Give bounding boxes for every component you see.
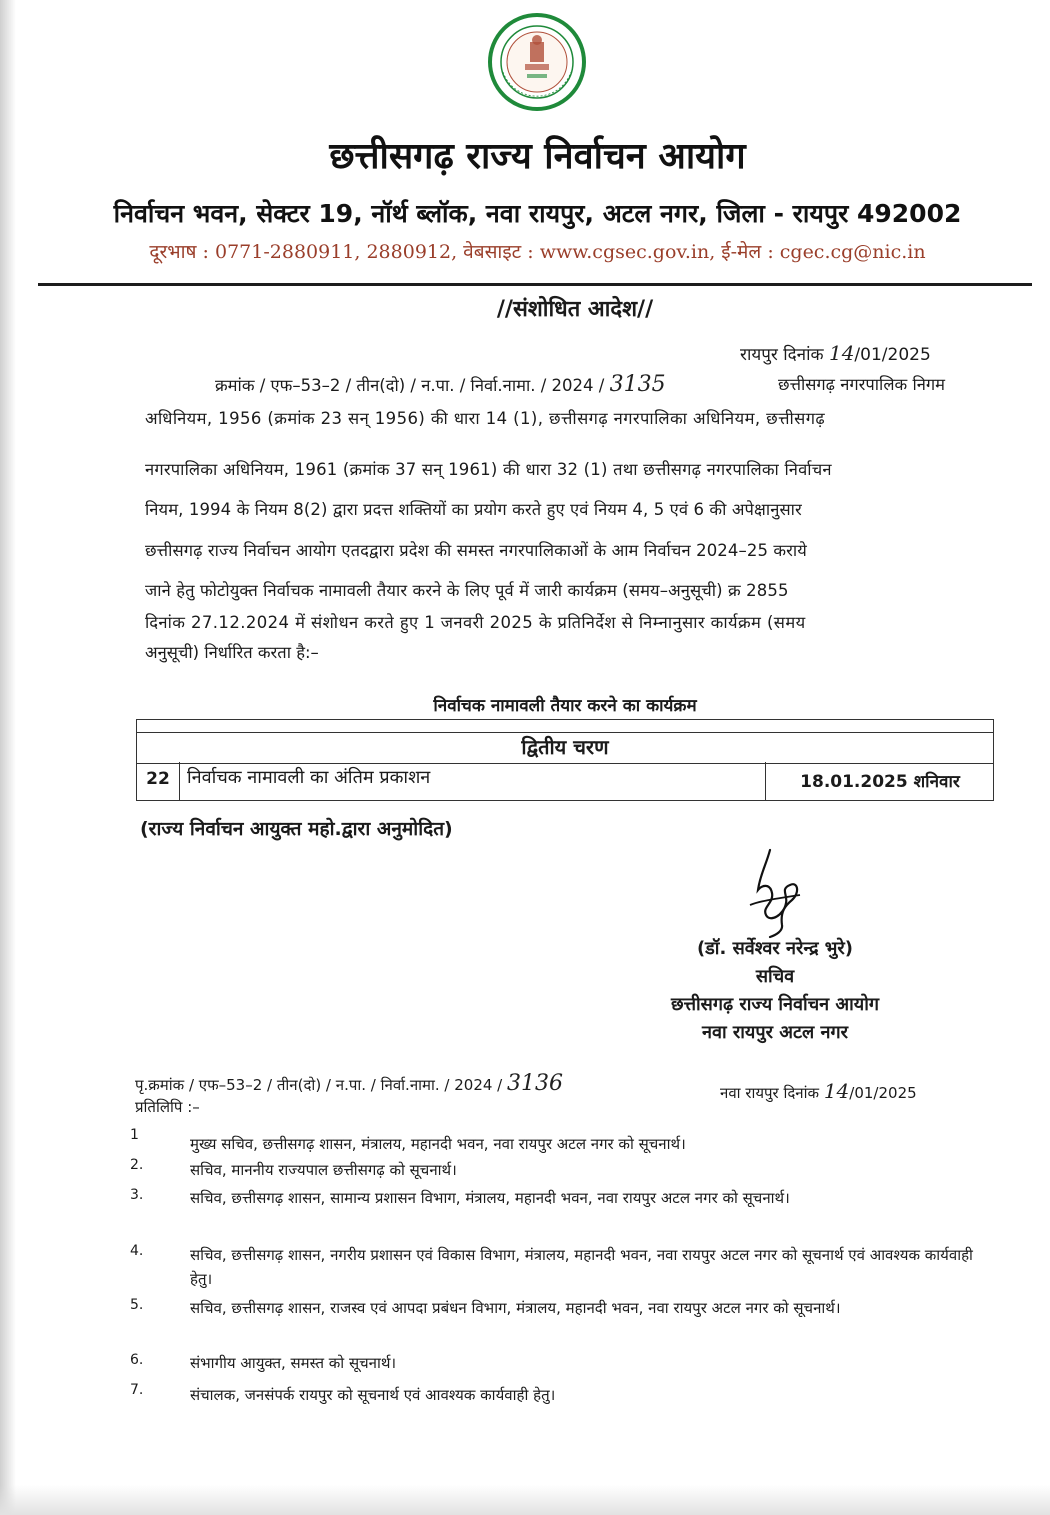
order-heading: //संशोधित आदेश// — [496, 297, 654, 322]
signatory-place: नवा रायपुर अटल नगर — [701, 1022, 849, 1043]
recipient-text: संभागीय आयुक्त, समस्त को सूचनार्थ। — [190, 1354, 397, 1372]
recipient-text: सचिव, माननीय राज्यपाल छत्तीसगढ़ को सूचनार्थ। — [190, 1161, 457, 1179]
recipient-number: 6. — [130, 1352, 144, 1368]
programme-row-number: 22 — [137, 762, 180, 800]
copy-number-line — [135, 1071, 563, 1096]
programme-phase-row — [137, 732, 993, 764]
commission-title: छत्तीसगढ़ राज्य निर्वाचन आयोग — [329, 136, 746, 177]
recipient-text: मुख्य सचिव, छत्तीसगढ़ शासन, मंत्रालय, महानदी भवन, नवा रायपुर अटल नगर को सूचनार्थ। — [190, 1135, 686, 1153]
copy-number: पृ.क्रमांक / एफ–53–2 / तीन(दो) / न.पा. / निर्वा.नामा. / 2024 / — [135, 1076, 503, 1094]
recipient-number: 1 — [130, 1127, 139, 1143]
recipient-number: 3. — [130, 1187, 144, 1203]
commission-seal-logo — [487, 12, 587, 112]
order-date-month-year: /01/2025 — [854, 345, 931, 365]
programme-row-date: 18.01.2025 शनिवार — [765, 762, 994, 800]
page-bottom-shadow — [0, 1485, 1050, 1515]
copy-date-handwritten-day: 14 — [823, 1079, 850, 1103]
para-line-7: दिनांक 27.12.2024 में संशोधन करते हुए 1 जनवरी 2025 के प्रतिनिर्देश से निम्नानुसार कार्यक्रम (समय — [145, 613, 806, 632]
programme-phase: द्वितीय चरण — [521, 735, 609, 759]
copy-number-handwritten: 3136 — [507, 1071, 564, 1096]
order-number-line — [215, 372, 1015, 397]
recipient-number: 2. — [130, 1157, 144, 1173]
signatory-designation: सचिव — [755, 966, 795, 987]
programme-row-event: निर्वाचक नामावली का अंतिम प्रकाशन — [187, 767, 431, 788]
signatory-name: (डॉ. सर्वेश्वर नरेन्द्र भुरे) — [696, 938, 854, 959]
signatory-block — [620, 935, 930, 1047]
order-date-label: रायपुर दिनांक — [740, 345, 824, 365]
commission-contact: दूरभाष : 0771-2880911, 2880912, वेबसाइट : www.cgsec.gov.in, ई-मेल : cgec.cg@nic.in — [149, 241, 926, 263]
order-date-handwritten-day: 14 — [828, 341, 855, 365]
copy-date — [720, 1079, 917, 1103]
para-line-3: नगरपालिका अधिनियम, 1961 (क्रमांक 37 सन् 1961) की धारा 32 (1) तथा छत्तीसगढ़ नगरपालिका निर्वाचन — [145, 460, 832, 479]
para-line-8: अनुसूची) निर्धारित करता है:– — [145, 643, 319, 662]
recipient-number: 5. — [130, 1297, 144, 1313]
approval-note: (राज्य निर्वाचन आयुक्त महो.द्वारा अनुमोदित) — [140, 818, 453, 840]
order-date — [740, 341, 931, 365]
para-line-6: जाने हेतु फोटोयुक्त निर्वाचक नामावली तैयार करने के लिए पूर्व में जारी कार्यक्रम (समय–अनुसूची) क्र 2855 — [145, 581, 789, 600]
recipient-text: सचिव, छत्तीसगढ़ शासन, राजस्व एवं आपदा प्रबंधन विभाग, मंत्रालय, महानदी भवन, नवा रायपुर अटल नगर को सूचनार्थ। — [190, 1299, 841, 1317]
order-number: क्रमांक / एफ–53–2 / तीन(दो) / न.पा. / निर्वा.नामा. / 2024 / — [215, 376, 605, 395]
programme-table — [136, 719, 994, 801]
copy-date-label: नवा रायपुर दिनांक — [720, 1084, 820, 1102]
para-line-2: अधिनियम, 1956 (क्रमांक 23 सन् 1956) की धारा 14 (1), छत्तीसगढ़ नगरपालिका अधिनियम, छत्तीसगढ़ — [145, 409, 826, 428]
recipient-text: सचिव, छत्तीसगढ़ शासन, नगरीय प्रशासन एवं विकास विभाग, मंत्रालय, महानदी भवन, नवा रायपुर अटल नगर को सूचनार्थ एवं आवश्यक कार्यवाही हेतु। — [190, 1246, 973, 1288]
commission-address: निर्वाचन भवन, सेक्टर 19, नॉर्थ ब्लॉक, नवा रायपुर, अटल नगर, जिला - रायपुर 492002 — [113, 199, 962, 228]
signatory-office: छत्तीसगढ़ राज्य निर्वाचन आयोग — [670, 994, 880, 1015]
para-line-5: छत्तीसगढ़ राज्य निर्वाचन आयोग एतदद्वारा प्रदेश की समस्त नगरपालिकाओं के आम निर्वाचन 2024–25 कराये — [145, 541, 807, 560]
handwritten-signature — [740, 845, 810, 940]
header-divider — [38, 283, 1032, 286]
recipient-number: 7. — [130, 1382, 144, 1398]
copy-label: प्रतिलिपि :– — [135, 1098, 200, 1116]
recipient-number: 4. — [130, 1243, 144, 1259]
recipient-text: सचिव, छत्तीसगढ़ शासन, सामान्य प्रशासन विभाग, मंत्रालय, महानदी भवन, नवा रायपुर अटल नगर को सूचनार्थ। — [190, 1189, 790, 1207]
recipient-text: संचालक, जनसंपर्क रायपुर को सूचनार्थ एवं आवश्यक कार्यवाही हेतु। — [190, 1386, 556, 1404]
programme-title: निर्वाचक नामावली तैयार करने का कार्यक्रम — [433, 696, 697, 716]
order-number-handwritten: 3135 — [609, 372, 666, 397]
copy-date-month-year: /01/2025 — [849, 1084, 917, 1102]
para-line-1: छत्तीसगढ़ नगरपालिक निगम — [778, 375, 946, 394]
para-line-4: नियम, 1994 के नियम 8(2) द्वारा प्रदत्त शक्तियों का प्रयोग करते हुए एवं नियम 4, 5 एवं 6 की अपेक्षानुसार — [145, 500, 802, 519]
